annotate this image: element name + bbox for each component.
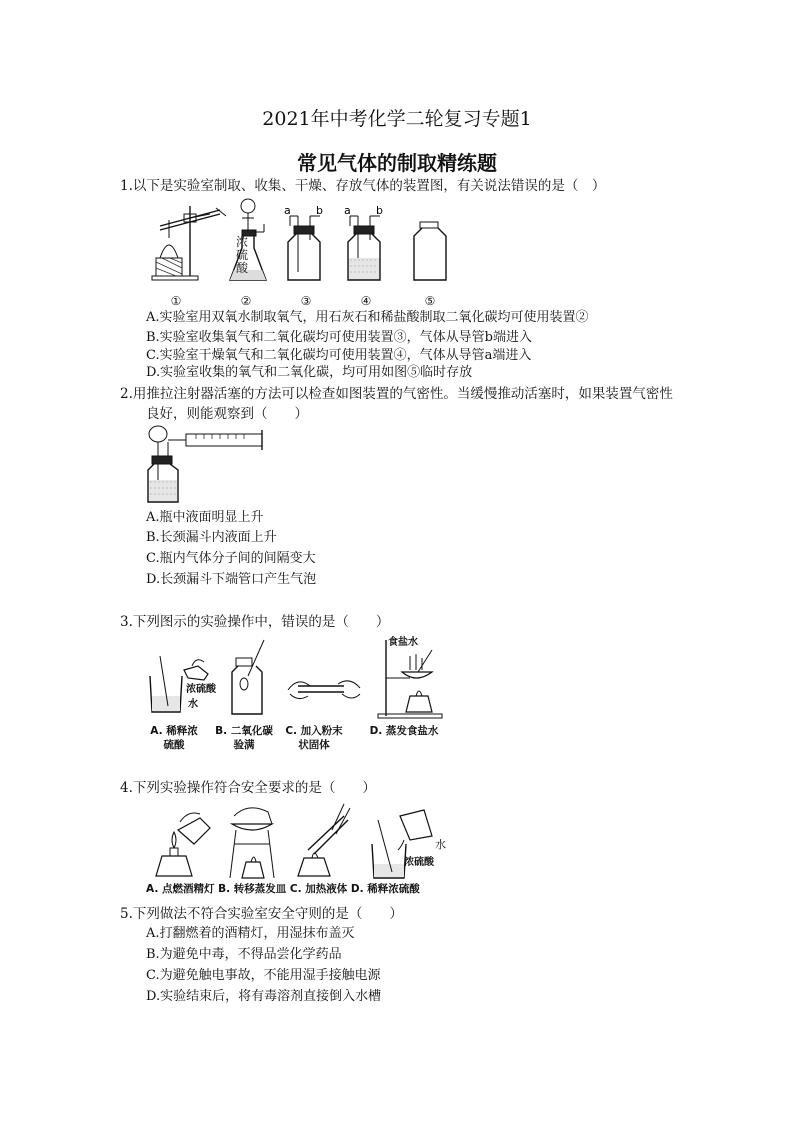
apparatus-1-heating	[152, 206, 226, 280]
q4-water-label: 水	[435, 838, 446, 851]
q1-acid-label: 浓 硫 酸	[236, 235, 249, 275]
q2-option-c: C.瓶内气体分子间的间隔变大	[146, 551, 316, 566]
q3-caption-a: A. 稀释浓 硫酸	[150, 725, 198, 751]
fig-label-4: ④	[360, 294, 372, 308]
svg-text:a: a	[344, 204, 351, 217]
q5-option-d: D.实验结束后，将有毒溶剂直接倒入水槽	[146, 989, 382, 1004]
q5-stem: 5.下列做法不符合实验室安全守则的是（ ）	[120, 906, 403, 922]
q5-option-a: A.打翻燃着的酒精灯，用湿抹布盖灭	[146, 926, 355, 941]
apparatus-3-bottle	[284, 204, 323, 280]
q2-stem-line1: 2.用推拉注射器活塞的方法可以检查如图装置的气密性。当缓慢推动活塞时，如果装置气密性	[120, 386, 673, 402]
q3-salt-water-label: 食盐水	[388, 637, 418, 648]
tube-b-label: b	[316, 204, 323, 217]
q3-fig-c	[288, 681, 360, 699]
q1-option-b: B.实验室收集氧气和二氧化碳均可使用装置③，气体从导管b端进入	[146, 330, 533, 345]
q1-stem: 1.以下是实验室制取、收集、干燥、存放气体的装置图，有关说法错误的是（ ）	[120, 178, 606, 194]
q3-caption-d: D. 蒸发食盐水	[369, 725, 439, 737]
q4-fig-a	[156, 813, 210, 876]
q3-fig-b	[232, 640, 264, 714]
fig-label-1: ①	[170, 294, 182, 308]
svg-text:b: b	[376, 204, 383, 217]
q5-option-b: B.为避免中毒，不得品尝化学药品	[146, 947, 342, 962]
q2-option-b: B.长颈漏斗内液面上升	[146, 530, 277, 545]
q3-fig-d	[378, 640, 442, 718]
fig-label-5: ⑤	[424, 294, 436, 308]
q2-option-d: D.长颈漏斗下端管口产生气泡	[146, 572, 317, 587]
fig-label-2: ②	[240, 294, 252, 308]
q4-acid-label: 浓硫酸	[404, 857, 434, 868]
q3-caption-b: B. 二氧化碳 验满	[215, 725, 273, 751]
q1-option-a: A.实验室用双氧水制取氧气，用石灰石和稀盐酸制取二氧化碳均可使用装置②	[146, 310, 589, 325]
q2-option-a: A.瓶中液面明显上升	[146, 510, 264, 525]
q5-option-c: C.为避免触电事故，不能用湿手接触电源	[146, 968, 381, 983]
q4-caption: A. 点燃酒精灯 B. 转移蒸发皿 C. 加热液体 D. 稀释浓硫酸	[146, 883, 420, 895]
tube-a-label: a	[284, 204, 291, 217]
page-subtitle: 常见气体的制取精练题	[297, 151, 497, 175]
q3-caption-c: C. 加入粉末 状固体	[285, 725, 343, 751]
apparatus-5-storage-bottle	[414, 222, 446, 280]
q4-fig-c	[298, 804, 350, 876]
q3-stem: 3.下列图示的实验操作中，错误的是（ ）	[120, 614, 390, 630]
q2-stem-line2: 良好，则能观察到（ ）	[146, 406, 308, 422]
q2-syringe-apparatus	[140, 420, 270, 506]
fig-label-3: ③	[300, 294, 312, 308]
apparatus-4-drying-bottle	[344, 204, 383, 280]
q4-operations-figure	[148, 800, 448, 882]
q4-stem: 4.下列实验操作符合安全要求的是（ ）	[120, 780, 376, 796]
q3-water-label: 水	[188, 699, 198, 710]
q4-fig-b	[230, 808, 274, 878]
q1-option-c: C.实验室干燥氧气和二氧化碳均可使用装置④，气体从导管a端进入	[146, 348, 532, 363]
q3-acid-label: 浓硫酸	[186, 684, 216, 695]
q1-option-d: D.实验室收集的氧气和二氧化碳，均可用如图⑤临时存放	[146, 365, 473, 380]
page-title: 2021年中考化学二轮复习专题1	[262, 108, 532, 130]
